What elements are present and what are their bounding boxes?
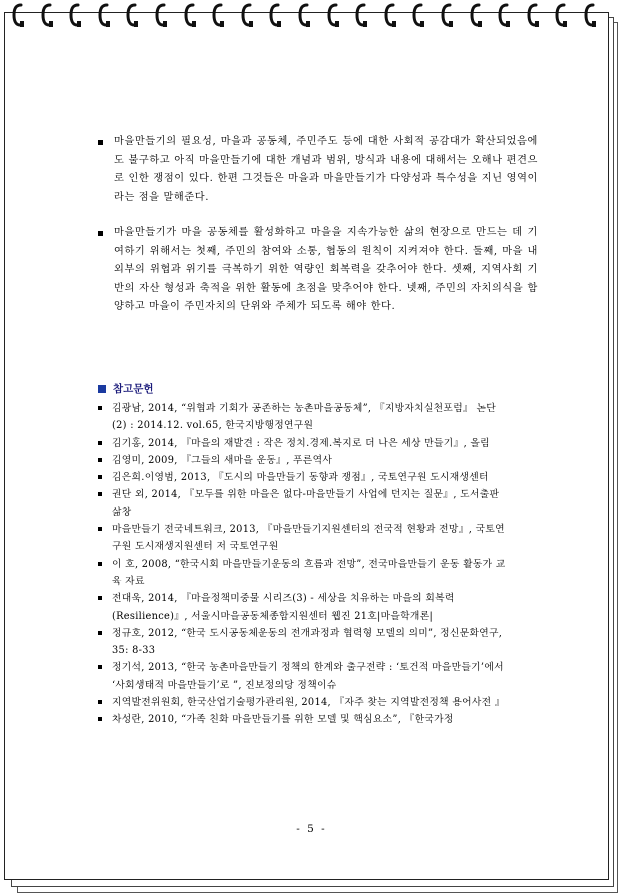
bullet-square-icon xyxy=(98,140,103,145)
reference-text: 김은희.이영범, 2013, 『도시의 마을만들기 동향과 쟁점』, 국토연구원 도시재생센터 xyxy=(112,472,489,484)
bullet-square-icon xyxy=(98,717,102,721)
reference-text: 전대욱, 2014, 『마을정책미중물 시리즈(3) - 세상을 치유하는 마을의 회복력(Resilience)』, 서울시마을공동체종합지원센터 웹진 21호|마을학개론| xyxy=(112,593,455,622)
body-paragraph-text: 마을만들기의 필요성, 마을과 공동체, 주민주도 등에 대한 사회적 공감대가 확산되었음에도 불구하고 아직 마을만들기에 대한 개념과 범위, 방식과 내용에 대해서는 오해나 편견으로 인한 쟁점이 있다. 한편 그것들은 마을과 마을만들기가 다양성과 특수성을 지닌 영역이라는 점을 말해준다. xyxy=(114,136,538,203)
reference-text: 이 호, 2008, “한국시회 마을만들기운동의 흐름과 전망”, 전국마을만들기 운동 활동가 교육 자료 xyxy=(112,558,506,587)
bullet-square-icon xyxy=(98,492,102,496)
bullet-square-icon xyxy=(98,231,103,236)
bullet-square-icon xyxy=(98,562,102,566)
reference-text: 정규호, 2012, “한국 도시공동체운동의 전개과정과 협력형 모델의 의미”, 정신문화연구, 35: 8-33 xyxy=(112,627,503,657)
reference-item xyxy=(98,625,508,660)
body-paragraph-2-block xyxy=(98,224,538,317)
reference-item xyxy=(98,590,508,625)
references-heading-text: 참고문헌 xyxy=(113,383,154,395)
reference-item xyxy=(98,711,508,728)
reference-item xyxy=(98,694,508,711)
bullet-square-icon xyxy=(98,665,102,669)
bullet-square-icon xyxy=(98,700,102,704)
reference-text: 김기홍, 2014, 『마을의 재발견 : 작은 정치.경제.복지로 더 나은 세상 만들기』, 올림 xyxy=(112,437,490,449)
bullet-square-icon xyxy=(98,596,102,600)
bullet-square-icon xyxy=(98,527,102,531)
page-number: - 5 - xyxy=(296,823,327,835)
reference-text: 권단 외, 2014, 『모두를 위한 마을은 없다-마을만들기 사업에 던지는 질문』, 도서출판 삶창 xyxy=(112,489,500,518)
reference-item xyxy=(98,521,508,556)
reference-item xyxy=(98,486,508,521)
reference-item xyxy=(98,435,508,452)
reference-item xyxy=(98,452,508,469)
bullet-square-icon xyxy=(98,475,102,479)
reference-text: 김영미, 2009, 『그들의 새마을 운동』, 푸른역사 xyxy=(112,454,333,466)
reference-text: 지역발전위원회, 한국산업기술평가관리원, 2014, 『자주 찾는 지역발전정책 용어사전 』 xyxy=(112,697,505,709)
bullet-square-icon xyxy=(98,631,102,635)
body-paragraph-text: 마을만들기가 마을 공동체를 활성화하고 마을을 지속가능한 삶의 현장으로 만드는 데 기여하기 위해서는 첫째, 주민의 참여와 소통, 협동의 원칙이 지켜져야 한다. 둘째, 마을 내외부의 위협과 위기를 극복하기 위한 역량인 회복력을 갖추어야 한다. 셋째, 지역사회 기반의 자산 형성과 축적을 위한 활동에 초점을 맞추어야 한다. 넷째, 주민의 자치의식을 함양하고 마을이 주민자치의 단위와 주체가 되도록 해야 한다. xyxy=(114,227,538,312)
reference-text: 정기석, 2013, “한국 농촌마을만들기 정책의 한계와 출구전략 : ‘토건적 마을만들기’에서 ‘사회생태적 마을만들기’로 ”, 진보정의당 정책이슈 xyxy=(112,662,504,691)
references-list xyxy=(98,400,508,729)
body-paragraph xyxy=(98,133,538,207)
reference-item xyxy=(98,469,508,486)
reference-text: 차성란, 2010, “가족 친화 마을만들기를 위한 모델 및 핵심요소”, 『한국가정 xyxy=(112,714,454,726)
bullet-square-icon xyxy=(98,458,102,462)
reference-item xyxy=(98,400,508,435)
body-paragraph xyxy=(98,224,538,317)
reference-text: 마을만들기 전국네트워크, 2013, 『마을만들기지원센터의 전국적 현황과 전망』, 국토연구원 도시재생지원센터 저 국토연구원 xyxy=(112,524,505,553)
bullet-square-icon xyxy=(98,441,102,445)
references-heading xyxy=(98,381,154,396)
reference-item xyxy=(98,556,508,591)
body-paragraph-1-block xyxy=(98,133,538,207)
bullet-square-icon xyxy=(98,406,102,410)
reference-text: 김광남, 2014, “위협과 기회가 공존하는 농촌마을공동체”, 『지방자치실천포럼』 논단(2) : 2014.12. vol.65, 한국지방행정연구원 xyxy=(112,403,496,432)
reference-item xyxy=(98,659,508,694)
heading-square-icon xyxy=(98,385,106,393)
